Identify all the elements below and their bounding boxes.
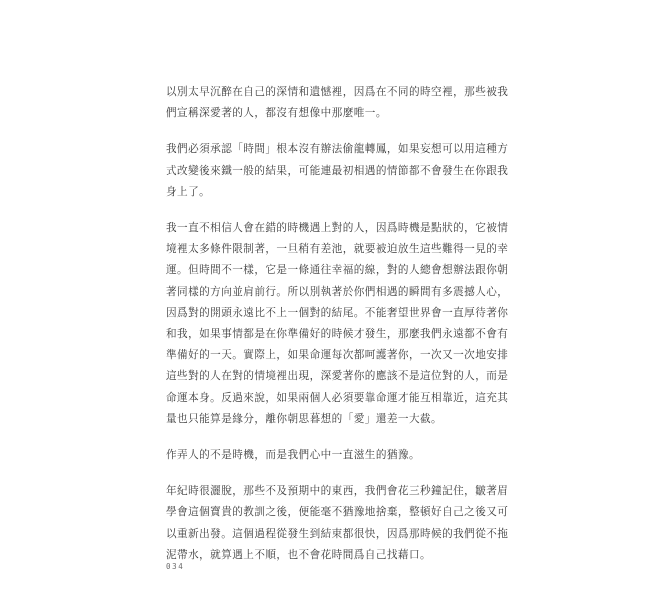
text-line: 境裡太多條件限制著，一旦稍有差池，就要被迫放生這些難得一見的幸 xyxy=(166,243,509,256)
text-line: 我一直不相信人會在錯的時機遇上對的人，因爲時機是點狀的，它被情 xyxy=(166,222,509,235)
text-line: 運。但時間不一樣，它是一條通往幸福的線，對的人總會想辦法跟你朝 xyxy=(166,264,509,277)
paragraph-3 xyxy=(166,218,509,430)
text-line: 量也只能算是緣分，離你朝思暮想的「愛」還差一大截。 xyxy=(166,412,443,425)
text-line: 因爲對的開頭永遠比不上一個對的結尾。不能奢望世界會一直厚待著你 xyxy=(166,306,509,319)
body-text xyxy=(166,82,509,581)
paragraph-5 xyxy=(166,481,509,566)
text-line: 命運本身。反過來說，如果兩個人必須要靠命運才能互相靠近，這充其 xyxy=(166,391,509,404)
paragraph-4 xyxy=(166,445,496,466)
text-line: 和我，如果事情都是在你準備好的時候才發生，那麼我們永遠都不會有 xyxy=(166,328,509,341)
text-line: 準備好的一天。實際上，如果命運每次都呵護著你，一次又一次地安排 xyxy=(166,349,509,362)
text-line: 以重新出發。這個過程從發生到結束都很快，因爲那時候的我們從不拖 xyxy=(166,527,509,540)
page-number: 034 xyxy=(166,562,185,571)
text-line: 式改變後來鐵一般的結果，可能連最初相遇的情節都不會發生在你跟我 xyxy=(166,164,509,177)
text-line: 年紀時很灑脫，那些不及預期中的東西，我們會花三秒鐘記住，皺著眉 xyxy=(166,485,509,498)
text-line: 我們必須承認「時間」根本沒有辦法偷龍轉鳳，如果妄想可以用這種方 xyxy=(166,143,509,156)
text-line: 這些對的人在對的情境裡出現，深愛著你的應該不是這位對的人，而是 xyxy=(166,370,509,383)
paragraph-2 xyxy=(166,139,509,203)
paragraph-1 xyxy=(166,82,509,124)
text-line: 身上了。 xyxy=(166,185,211,198)
text-line: 學會這個寶貴的教訓之後，便能毫不猶豫地捨棄，整頓好自己之後又可 xyxy=(166,506,509,519)
text-line: 以別太早沉醉在自己的深情和遺憾裡，因爲在不同的時空裡，那些被我 xyxy=(166,86,509,98)
text-line: 泥帶水，就算遇上不順，也不會花時間爲自己找藉口。 xyxy=(166,548,432,561)
text-line: 著同樣的方向並肩前行。所以別執著於你們相遇的瞬間有多震撼人心， xyxy=(166,285,509,298)
text-line: 作弄人的不是時機，而是我們心中一直滋生的猶豫。 xyxy=(166,449,421,462)
text-line: 們宣稱深愛著的人，都沒有想像中那麼唯一。 xyxy=(166,107,387,120)
